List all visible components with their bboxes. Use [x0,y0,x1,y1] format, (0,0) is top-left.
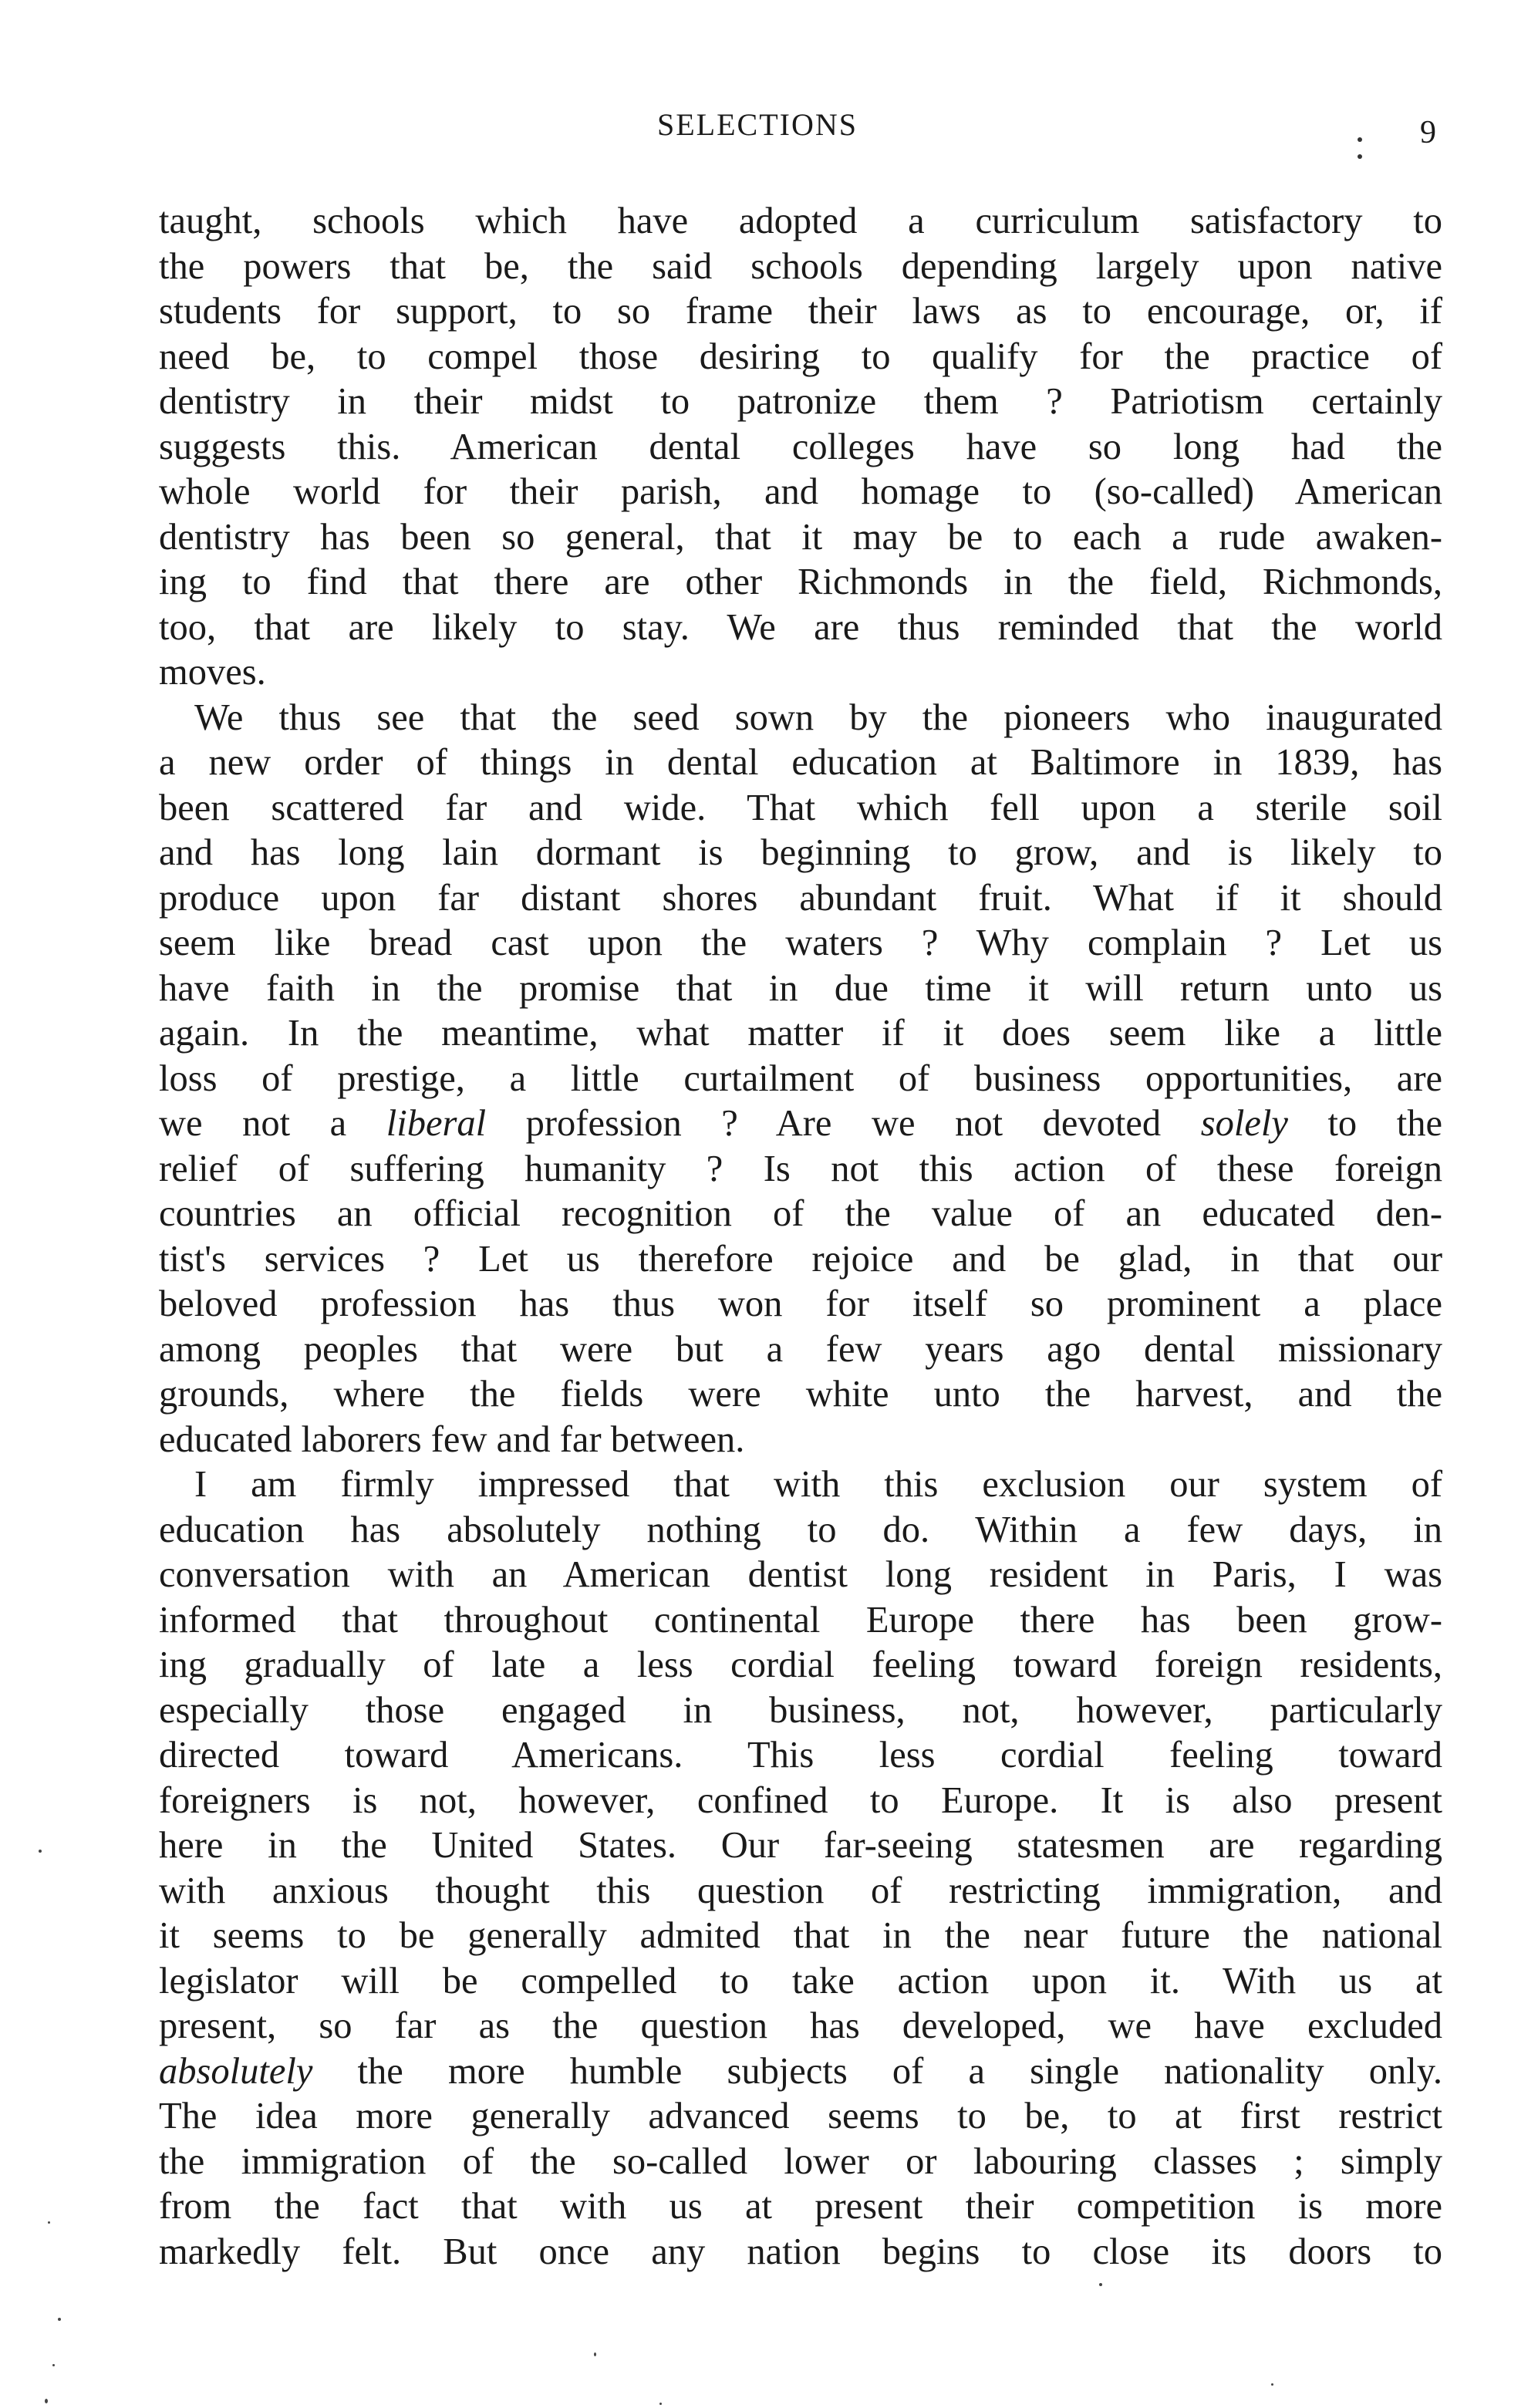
text-line: too, that are likely to stay. We are thus reminded that the world [159,606,1442,648]
text-line: suggests this. American dental colleges have so long had the [159,426,1442,467]
running-head [0,106,1538,143]
text-line: foreigners is not, however, confined to Europe. It is also present [159,1779,1442,1821]
text-line: ing gradually of late a less cordial feeling toward foreign residents, [159,1644,1442,1685]
text-line: educated laborers few and far between. [159,1418,745,1460]
text-line: directed toward Americans. This less cordial feeling toward [159,1735,1442,1776]
text-line: countries an official recognition of the value of an educated den- [159,1193,1442,1234]
text-line: with anxious thought this question of restricting immigration, and [159,1870,1442,1911]
text-segment: to the [1287,1103,1442,1144]
scan-speck [1099,2283,1102,2286]
body-text [159,199,1442,2275]
scan-speck [58,2318,61,2321]
text-segment: profession ? Are we not devoted [486,1103,1201,1144]
text-line: a new order of things in dental education at Baltimore in 1839, has [159,742,1442,783]
text-line: from the fact that with us at present their competition is more [159,2186,1442,2227]
text-line: We thus see that the seed sown by the pioneers who inaugurated [194,696,1442,738]
scan-speck [594,2352,596,2356]
text-line: the powers that be, the said schools depending largely upon native [159,245,1442,287]
running-head-title: SELECTIONS [657,107,858,142]
text-line: informed that throughout continental Europe there has been grow- [159,1599,1442,1641]
text-line: seem like bread cast upon the waters ? Why complain ? Let us [159,922,1442,963]
text-line: been scattered far and wide. That which fell upon a sterile soil [159,787,1442,828]
text-line [159,1101,1442,1147]
text-line: the immigration of the so-called lower or labouring classes ; simply [159,2140,1442,2182]
text-line: students for support, to so frame their laws as to encourage, or, if [159,291,1442,332]
text-line: moves. [159,652,266,693]
text-line: and has long lain dormant is beginning to grow, and is likely to [159,832,1442,873]
text-line: produce upon far distant shores abundant fruit. What if it should [159,877,1442,919]
text-line: education has absolutely nothing to do. Within a few days, in [159,1509,1442,1550]
text-line: beloved profession has thus won for itself so prominent a place [159,1283,1442,1324]
text-line: The idea more generally advanced seems to be, to at first restrict [159,2096,1442,2137]
text-line: I am firmly impressed that with this exclusion our system of [194,1464,1442,1505]
text-line: need be, to compel those desiring to qualify for the practice of [159,336,1442,377]
scan-speck [45,2399,48,2403]
scan-speck [48,2221,50,2224]
text-line: here in the United States. Our far-seeing statesmen are regarding [159,1825,1442,1866]
text-segment: the more humble subjects of a single nationality only. [312,2050,1442,2092]
text-line: ing to find that there are other Richmonds in the field, Richmonds, [159,562,1442,602]
text-line: taught, schools which have adopted a curriculum satisfactory to [159,201,1442,241]
scan-speck [659,2403,662,2405]
text-line: among peoples that were but a few years ago dental missionary [159,1328,1442,1370]
text-line: conversation with an American dentist long resident in Paris, I was [159,1554,1442,1595]
text-line: legislator will be compelled to take action upon it. With us at [159,1960,1442,2002]
emphasized-text: absolutely [159,2050,313,2092]
text-line: have faith in the promise that in due time it will return unto us [159,967,1442,1009]
text-line: whole world for their parish, and homage to (so-called) American [159,471,1442,512]
text-line: tist's services ? Let us therefore rejoice and be glad, in that our [159,1238,1442,1280]
text-line: especially those engaged in business, not, however, particularly [159,1689,1442,1731]
text-line: loss of prestige, a little curtailment of business opportunities, are [159,1057,1442,1099]
margin-mark [1358,137,1362,142]
text-line: markedly felt. But once any nation begins to close its doors to [159,2231,1442,2272]
text-line: grounds, where the fields were white unto the harvest, and the [159,1374,1442,1415]
text-line: present, so far as the question has developed, we have excluded [159,2005,1442,2046]
emphasized-text: liberal [386,1103,487,1144]
text-line: it seems to be generally admited that in the near future the national [159,1915,1442,1956]
scan-speck [52,2364,55,2366]
page-number: 9 [1420,115,1436,150]
emphasized-text: solely [1200,1103,1288,1144]
text-line: again. In the meantime, what matter if it does seem like a little [159,1013,1442,1054]
text-line [159,2049,1442,2095]
text-line: dentistry in their midst to patronize them ? Patriotism certainly [159,381,1442,422]
margin-mark [1358,154,1362,159]
text-segment: we not a [159,1103,386,1144]
scan-speck [1271,2383,1273,2386]
text-line: relief of suffering humanity ? Is not this action of these foreign [159,1148,1442,1189]
text-line: dentistry has been so general, that it may be to each a rude awaken- [159,516,1442,558]
scan-speck [39,1850,42,1853]
